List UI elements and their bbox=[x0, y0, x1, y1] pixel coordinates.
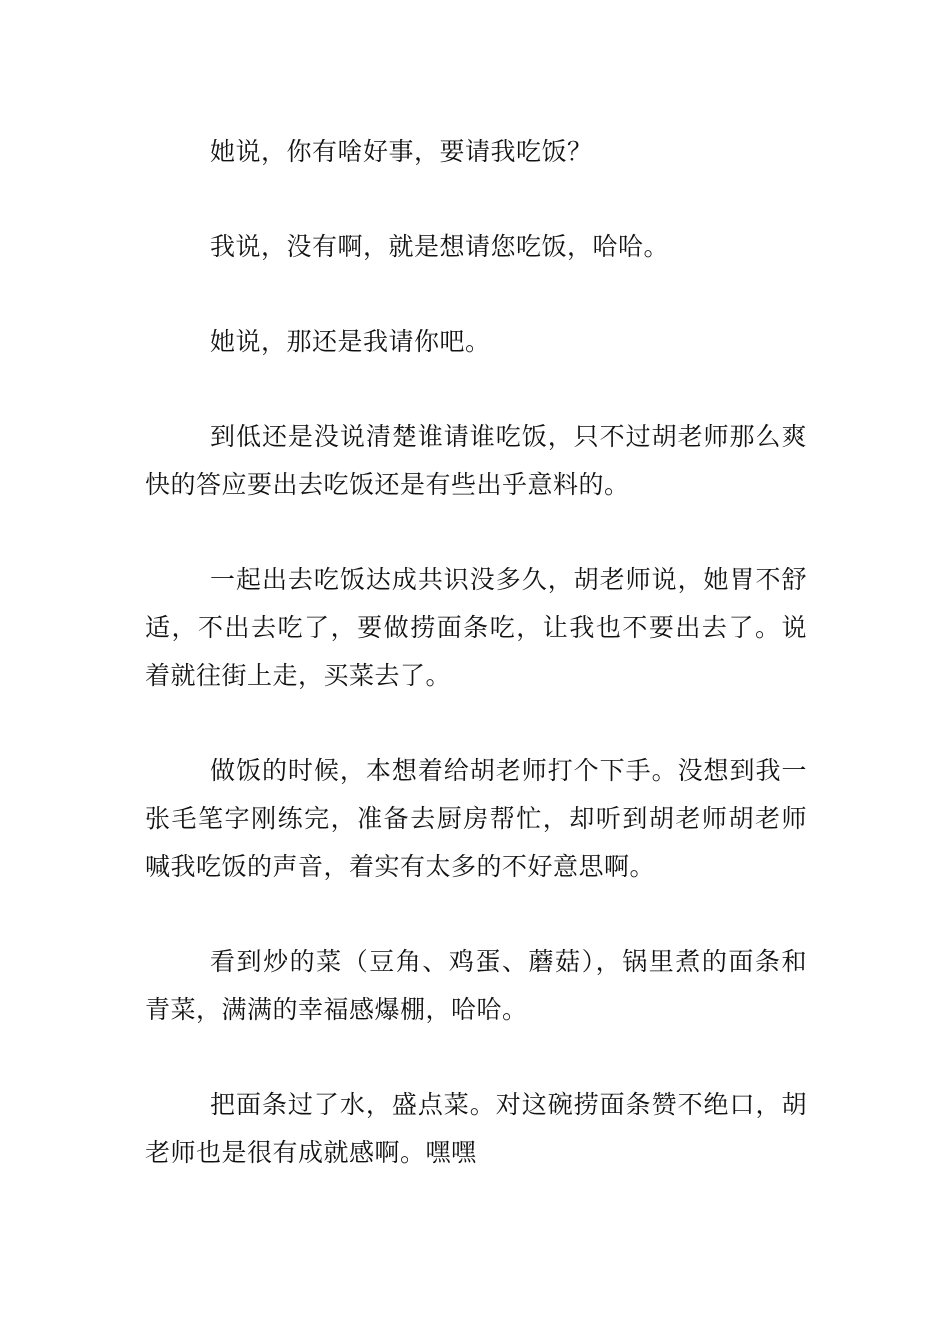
paragraph-7: 看到炒的菜（豆角、鸡蛋、蘑菇），锅里煮的面条和青菜，满满的幸福感爆棚，哈哈。 bbox=[145, 947, 807, 1024]
paragraph-6: 做饭的时候，本想着给胡老师打个下手。没想到我一张毛笔字刚练完，准备去厨房帮忙，却听到胡老师胡老师喊我吃饭的声音，着实有太多的不好意思啊。 bbox=[145, 756, 807, 881]
paragraph-8: 把面条过了水，盛点菜。对这碗捞面条赞不绝口，胡老师也是很有成就感啊。嘿嘿 bbox=[145, 1090, 807, 1167]
paragraph-4: 到低还是没说清楚谁请谁吃饭，只不过胡老师那么爽快的答应要出去吃饭还是有些出乎意料的。 bbox=[145, 422, 807, 499]
paragraph-2: 我说，没有啊，就是想请您吃饭，哈哈。 bbox=[210, 232, 670, 261]
document-body bbox=[145, 128, 807, 1224]
paragraph-1: 她说，你有啥好事，要请我吃饭？ bbox=[210, 137, 593, 166]
paragraph-5: 一起出去吃饭达成共识没多久，胡老师说，她胃不舒适，不出去吃了，要做捞面条吃，让我也不要出去了。说着就往街上走，买菜去了。 bbox=[145, 565, 807, 690]
paragraph-3: 她说，那还是我请你吧。 bbox=[210, 327, 491, 356]
